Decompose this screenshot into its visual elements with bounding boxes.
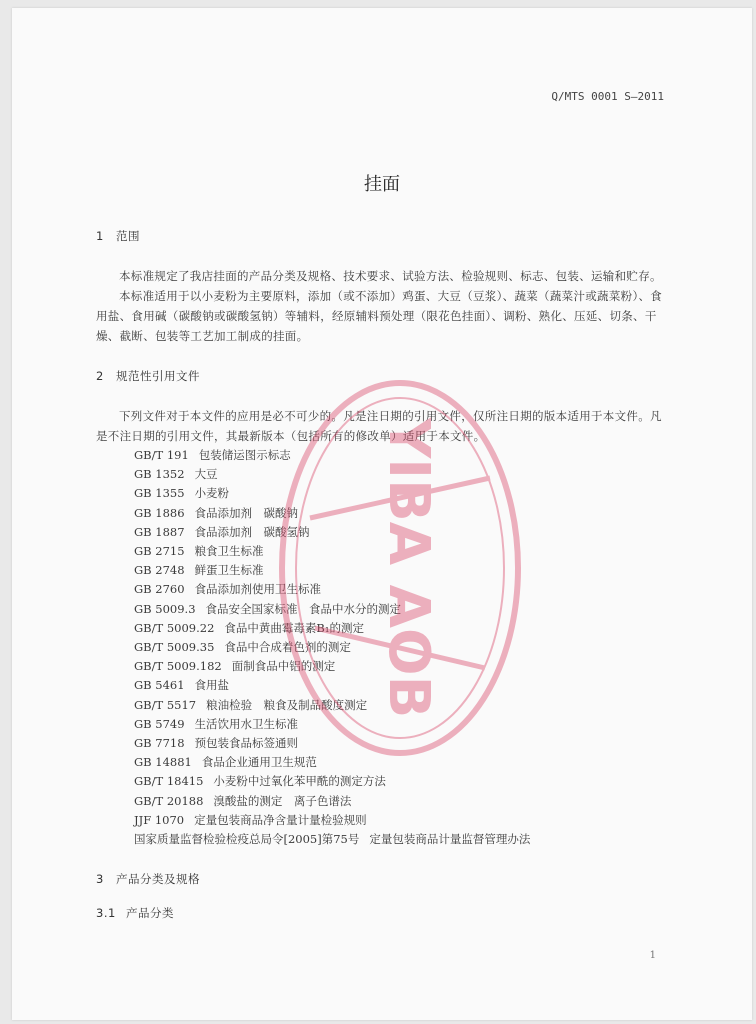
section-2-title: 规范性引用文件 — [116, 369, 200, 383]
references-intro: 下列文件对于本文件的应用是必不可少的。凡是注日期的引用文件，仅所注日期的版本适用于本文件。凡是不注日期的引用文件，其最新版本（包括所有的修改单）适用于本文件。 — [96, 409, 662, 443]
reference-title: 食品添加剂 碳酸氢钠 — [194, 524, 310, 539]
scope-paragraph-2: 本标准适用于以小麦粉为主要原料，添加（或不添加）鸡蛋、大豆（豆浆）、蔬菜（蔬菜汁或蔬菜粉）、食用盐、食用碱（碳酸钠或碳酸氢钠）等辅料，经原辅料预处理（限花色挂面）、调粉、熟化、压延、切条、干燥、截断、包装等工艺加工制成的挂面。 — [96, 289, 663, 343]
reference-code: GB 1887 — [134, 524, 185, 539]
reference-title: 粮油检验 粮食及制品酸度测定 — [206, 697, 368, 712]
reference-item — [134, 504, 664, 523]
section-1-title: 范围 — [116, 229, 140, 243]
reference-title: 粮食卫生标准 — [194, 544, 264, 559]
reference-title: 鲜蛋卫生标准 — [194, 563, 264, 578]
reference-item — [134, 600, 664, 619]
reference-code: GB/T 5009.182 — [134, 659, 222, 674]
section-1-number: 1 — [96, 229, 104, 243]
reference-title: 预包装食品标签通则 — [194, 736, 299, 751]
reference-item — [134, 734, 664, 753]
reference-title: 面制食品中铝的测定 — [231, 659, 336, 674]
reference-title: 小麦粉中过氧化苯甲酰的测定方法 — [213, 774, 386, 789]
reference-code: GB/T 5009.22 — [134, 620, 215, 635]
document-page — [12, 8, 752, 1020]
reference-item — [134, 638, 664, 657]
page-number: 1 — [649, 950, 656, 961]
reference-code: GB 5009.3 — [134, 601, 196, 616]
reference-item — [134, 676, 664, 695]
reference-item — [134, 772, 664, 791]
section-3-1-title: 产品分类 — [126, 906, 174, 921]
reference-code: GB/T 5517 — [134, 697, 197, 712]
reference-title: 小麦粉 — [194, 486, 230, 501]
section-3-1-heading — [96, 905, 664, 921]
section-3-number: 3 — [96, 872, 104, 887]
section-3-heading — [96, 871, 664, 887]
reference-code: 国家质量监督检验检疫总局令[2005]第75号 — [134, 832, 360, 847]
section-3-1-number: 3.1 — [96, 906, 116, 921]
reference-item — [134, 811, 664, 830]
reference-item — [134, 561, 664, 580]
reference-title: 食品添加剂使用卫生标准 — [194, 582, 322, 597]
reference-code: GB 1886 — [134, 505, 185, 520]
reference-item — [134, 696, 664, 715]
reference-item — [134, 465, 664, 484]
reference-item — [134, 446, 664, 465]
reference-list — [96, 446, 664, 849]
reference-title: 食品中黄曲霉毒素B₁的测定 — [224, 620, 364, 635]
reference-title: 食品中合成着色剂的测定 — [224, 640, 351, 655]
reference-title: 溴酸盐的测定 离子色谱法 — [213, 793, 352, 808]
reference-title: 定量包装商品净含量计量检验规则 — [194, 812, 367, 827]
reference-code: GB/T 20188 — [134, 793, 204, 808]
reference-title: 包装储运图示标志 — [198, 448, 291, 462]
reference-title: 食品安全国家标准 食品中水分的测定 — [205, 601, 402, 616]
reference-title: 食品企业通用卫生规范 — [201, 755, 317, 770]
reference-code: GB/T 191 — [134, 448, 189, 462]
reference-code: GB 1352 — [134, 467, 185, 482]
reference-code: GB 1355 — [134, 486, 185, 501]
reference-title: 大豆 — [194, 467, 218, 482]
reference-code: GB 5461 — [134, 678, 185, 693]
document-body — [96, 228, 664, 921]
section-1-heading — [96, 228, 664, 244]
section-2-number: 2 — [96, 369, 104, 383]
scope-paragraph-1: 本标准规定了我店挂面的产品分类及规格、技术要求、试验方法、检验规则、标志、包装、运输和贮存。 — [119, 269, 662, 283]
reference-code: GB 5749 — [134, 716, 185, 731]
reference-title: 食用盐 — [194, 678, 230, 693]
document-title: 挂面 — [364, 174, 400, 195]
reference-item — [134, 830, 664, 849]
reference-item — [134, 523, 664, 542]
reference-item — [134, 542, 664, 561]
reference-code: JJF 1070 — [134, 812, 185, 827]
section-2-heading — [96, 368, 664, 384]
reference-title: 生活饮用水卫生标准 — [194, 716, 299, 731]
reference-title: 定量包装商品计量监督管理办法 — [369, 832, 531, 847]
reference-code: GB 2748 — [134, 563, 185, 578]
reference-code: GB 7718 — [134, 736, 185, 751]
reference-item — [134, 657, 664, 676]
reference-code: GB 2760 — [134, 582, 185, 597]
reference-item — [134, 715, 664, 734]
reference-item — [134, 619, 664, 638]
reference-code: GB 14881 — [134, 755, 192, 770]
reference-code: GB 2715 — [134, 544, 185, 559]
reference-item — [134, 484, 664, 503]
svg-text:YIBA AOB: YIBA AOB — [376, 417, 441, 719]
reference-code: GB/T 5009.35 — [134, 640, 215, 655]
reference-item — [134, 580, 664, 599]
standard-number: Q/MTS 0001 S—2011 — [551, 90, 664, 103]
reference-title: 食品添加剂 碳酸钠 — [194, 505, 299, 520]
section-3-title: 产品分类及规格 — [116, 872, 200, 887]
reference-item — [134, 792, 664, 811]
reference-code: GB/T 18415 — [134, 774, 204, 789]
reference-item — [134, 753, 664, 772]
